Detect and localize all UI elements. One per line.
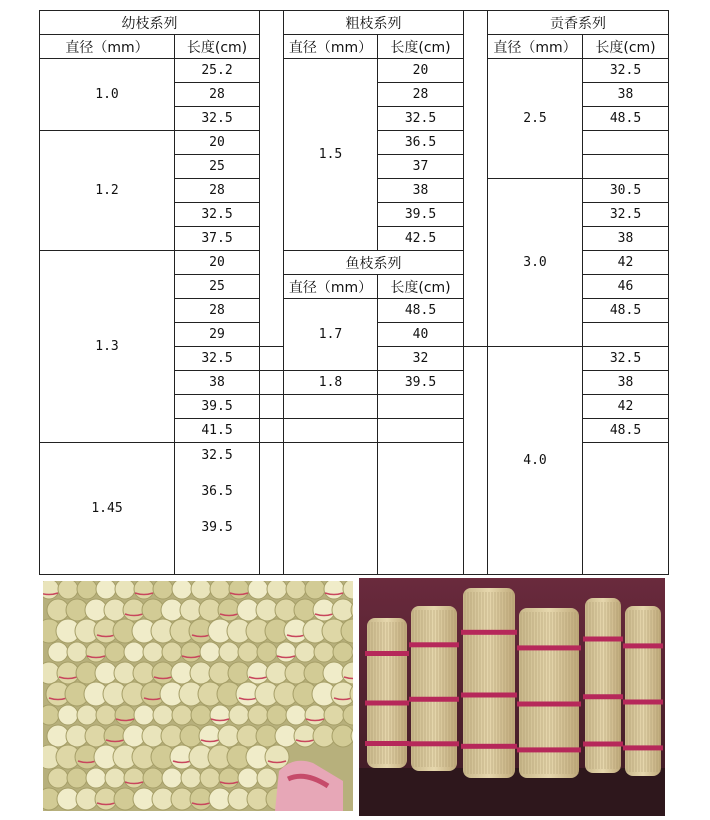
photo-right-bundles [359, 578, 665, 816]
length-cell: 39.5 [377, 202, 464, 227]
col-header-diameter: 直径（mm） [487, 34, 583, 59]
diameter-cell: 1.8 [283, 370, 378, 395]
length-cell: 42.5 [377, 226, 464, 251]
spacer-column [463, 10, 488, 347]
spacer-column [259, 10, 284, 347]
series-title-cu: 粗枝系列 [283, 10, 464, 35]
spacer-cell [259, 370, 284, 395]
length-cell: 38 [582, 370, 669, 395]
length-cell: 28 [174, 82, 260, 107]
length-cell: 20 [174, 250, 260, 275]
length-cell: 38 [582, 82, 669, 107]
empty-cell [377, 418, 464, 443]
length-cell: 32.5 [377, 106, 464, 131]
length-cell: 48.5 [582, 106, 669, 131]
diameter-cell: 1.7 [283, 298, 378, 371]
length-cell: 28 [174, 298, 260, 323]
diameter-cell: 1.3 [39, 250, 175, 443]
series-title-gong: 贡香系列 [487, 10, 669, 35]
empty-cell [582, 322, 669, 347]
length-cell: 46 [582, 274, 669, 299]
length-cell: 48.5 [377, 298, 464, 323]
length-cell: 25 [174, 154, 260, 179]
diameter-cell: 1.45 [39, 442, 175, 575]
empty-cell [582, 130, 669, 155]
length-value: 39.5 [201, 520, 233, 535]
empty-cell [283, 418, 378, 443]
bamboo-sticks-image [359, 578, 665, 816]
length-cell: 28 [174, 178, 260, 203]
length-cell: 48.5 [582, 418, 669, 443]
diameter-cell: 2.5 [487, 58, 583, 179]
spacer-column [463, 346, 488, 575]
series-title-yu: 鱼枝系列 [283, 250, 464, 275]
length-cell: 38 [174, 370, 260, 395]
length-cell: 39.5 [377, 370, 464, 395]
length-cell: 32.5 [174, 202, 260, 227]
empty-cell [283, 394, 378, 419]
diameter-cell: 3.0 [487, 178, 583, 347]
diameter-cell: 4.0 [487, 346, 583, 575]
col-header-diameter: 直径（mm） [39, 34, 175, 59]
length-cell: 42 [582, 394, 669, 419]
length-cell: 37 [377, 154, 464, 179]
col-header-diameter: 直径（mm） [283, 34, 378, 59]
length-cell: 25.2 [174, 58, 260, 83]
length-cell: 32.5 [174, 346, 260, 371]
length-cell: 29 [174, 322, 260, 347]
length-cell: 40 [377, 322, 464, 347]
length-cell: 36.5 [377, 130, 464, 155]
incense-spec-table [39, 10, 669, 574]
length-cell: 28 [377, 82, 464, 107]
empty-cell [283, 442, 378, 575]
length-cell: 32.5 [582, 346, 669, 371]
empty-cell [582, 442, 669, 575]
length-cell: 38 [377, 178, 464, 203]
length-cell: 48.5 [582, 298, 669, 323]
length-cell: 42 [582, 250, 669, 275]
length-cell: 20 [174, 130, 260, 155]
length-cell: 20 [377, 58, 464, 83]
col-header-length: 长度(cm) [377, 34, 464, 59]
diameter-cell: 1.5 [283, 58, 378, 251]
col-header-length: 长度(cm) [174, 34, 260, 59]
length-value: 32.5 [201, 448, 233, 463]
diameter-cell: 1.2 [39, 130, 175, 251]
spacer-cell [259, 442, 284, 575]
length-cell: 38 [582, 226, 669, 251]
length-cell: 30.5 [582, 178, 669, 203]
col-header-length: 长度(cm) [582, 34, 669, 59]
spacer-cell [259, 346, 284, 371]
col-header-length: 长度(cm) [377, 274, 464, 299]
length-cell: 32.5 [582, 58, 669, 83]
spacer-cell [259, 418, 284, 443]
length-cell: 39.5 [174, 394, 260, 419]
length-cell: 32.5 [174, 106, 260, 131]
diameter-cell: 1.0 [39, 58, 175, 131]
col-header-diameter: 直径（mm） [283, 274, 378, 299]
length-cell: 32 [377, 346, 464, 371]
length-stack-cell [174, 442, 260, 575]
length-value: 36.5 [201, 484, 233, 499]
length-cell: 32.5 [582, 202, 669, 227]
length-cell: 37.5 [174, 226, 260, 251]
photo-left-bundles [43, 581, 353, 811]
spacer-cell [259, 394, 284, 419]
empty-cell [377, 442, 464, 575]
empty-cell [377, 394, 464, 419]
bamboo-bundles-image [43, 581, 353, 811]
length-cell: 25 [174, 274, 260, 299]
empty-cell [582, 154, 669, 179]
length-cell: 41.5 [174, 418, 260, 443]
series-title-you: 幼枝系列 [39, 10, 260, 35]
